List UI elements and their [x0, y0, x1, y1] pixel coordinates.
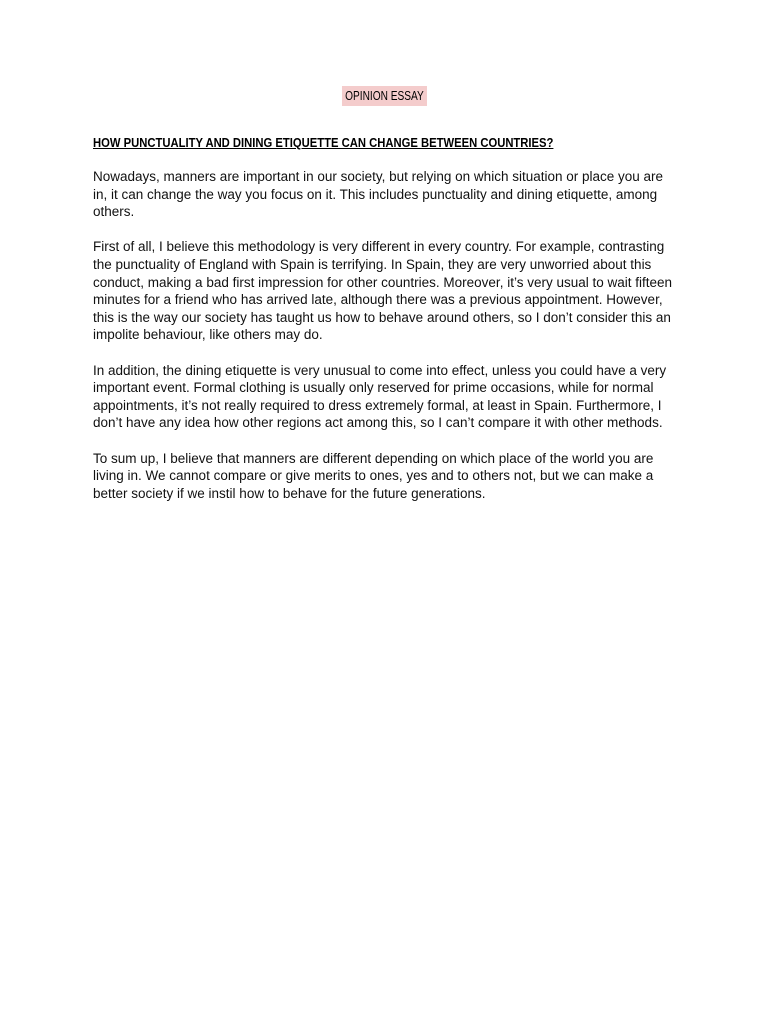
document-label-container: [0, 86, 768, 106]
essay-body: [93, 168, 675, 520]
essay-title: HOW PUNCTUALITY AND DINING ETIQUETTE CAN CHANGE BETWEEN COUNTRIES?: [93, 135, 554, 150]
paragraph-introduction: Nowadays, manners are important in our society, but relying on which situation or place you are in, it can change the way you focus on it. This includes punctuality and dining etiquette, among others.: [93, 169, 664, 220]
paragraph-dining-etiquette: In addition, the dining etiquette is very unusual to come into effect, unless you could have a very important event. Formal clothing is usually only reserved for prime occasions, while for normal appointments, it’s not really required to dress extremely formal, at least in Spain. Furthermore, I don’t have any idea how other regions act among this, so I can’t compare it with other methods.: [93, 362, 667, 431]
paragraph-conclusion: To sum up, I believe that manners are different depending on which place of the world you are living in. We cannot compare or give merits to ones, yes and to others not, but we can make a better society if we instil how to behave for the future generations.: [93, 450, 654, 501]
paragraph-punctuality: First of all, I believe this methodology is very different in every country. For example, contrasting the punctuality of England with Spain is terrifying. In Spain, they are very unworried about this conduct, making a bad first impression for other countries. Moreover, it’s very usual to wait fifteen minutes for a friend who has arrived late, although there was a previous appointment. However, this is the way our society has taught us how to behave around others, so I don’t consider this an impolite behaviour, like others may do.: [93, 239, 673, 343]
document-label: OPINION ESSAY: [342, 86, 427, 106]
